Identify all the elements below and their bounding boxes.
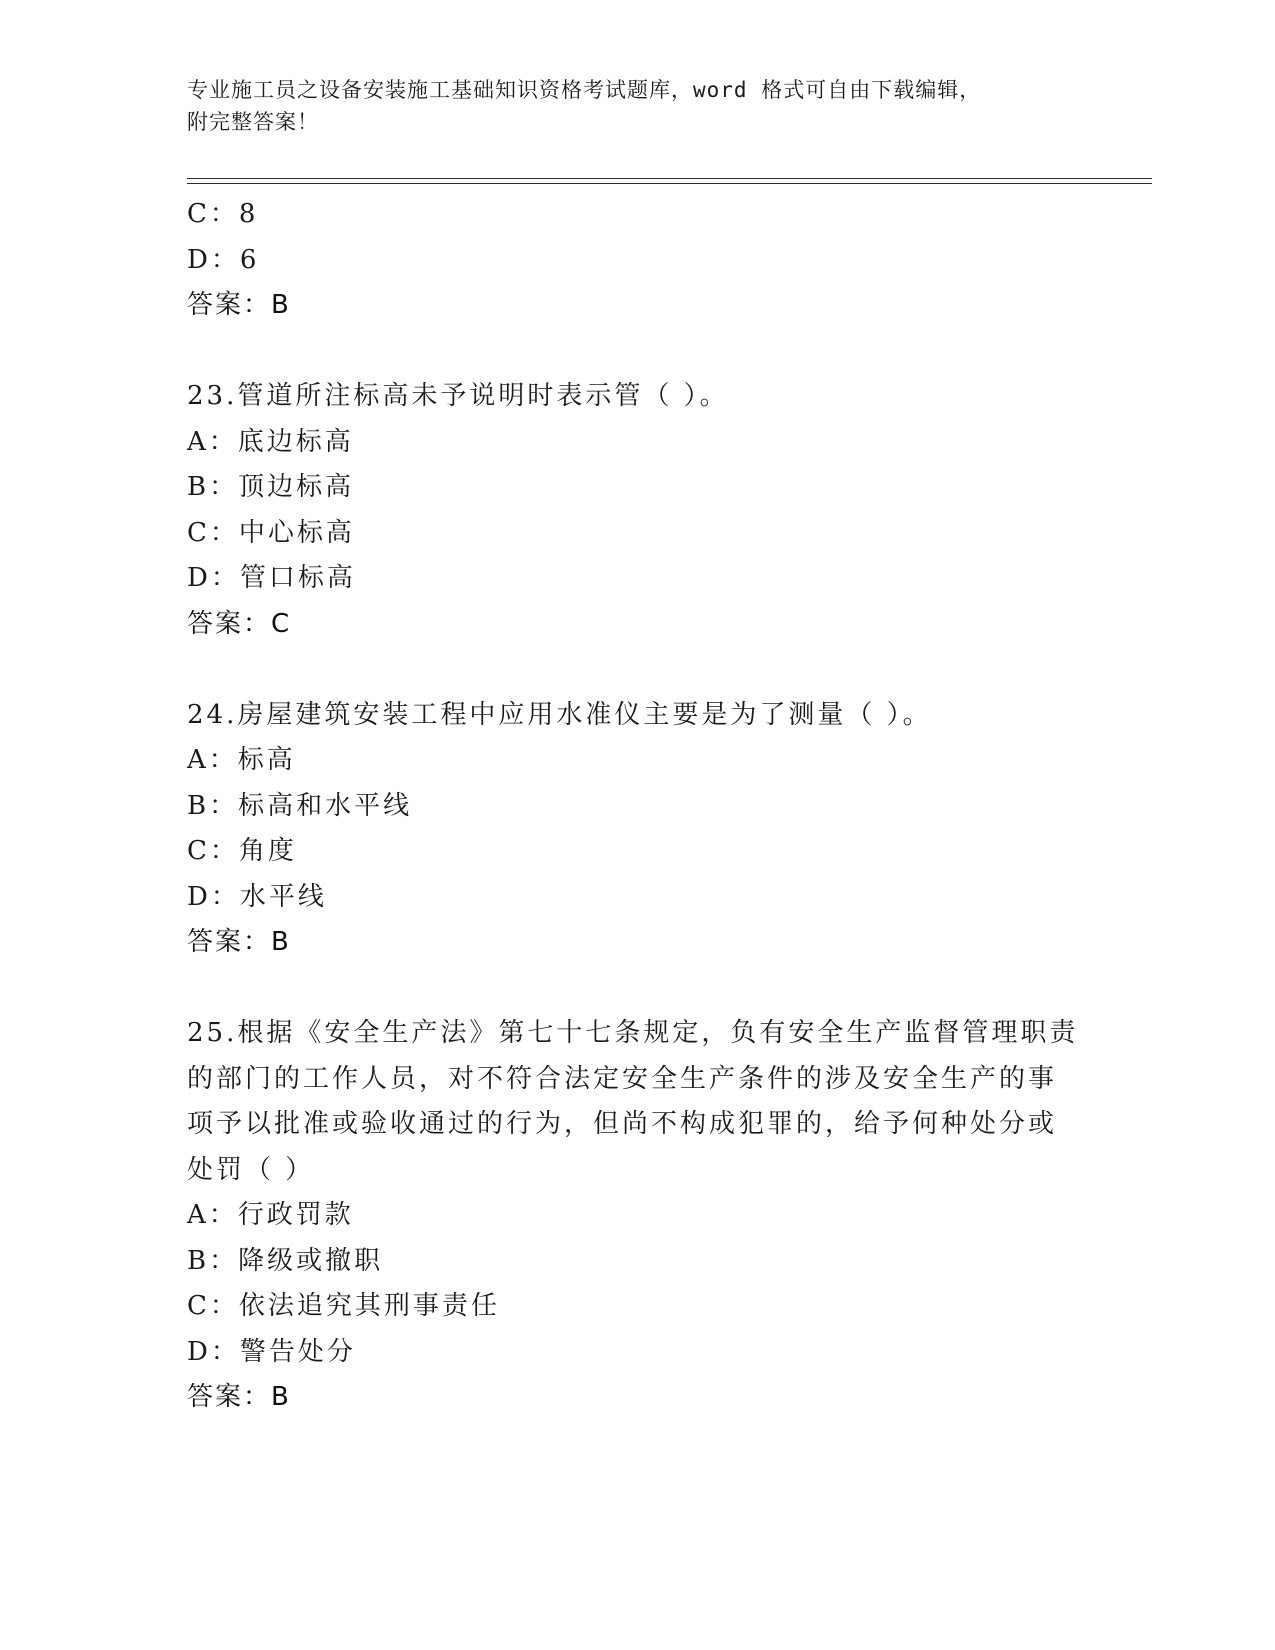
question-stem-line-2: 的部门的工作人员，对不符合法定安全生产条件的涉及安全生产的事 [187, 1063, 1058, 1094]
option-a: A：标高 [187, 745, 296, 775]
question-stem: 23.管道所注标高未予说明时表示管（ ）。 [187, 381, 729, 411]
question-25 [187, 1011, 1087, 1421]
option-c: C：依法追究其刑事责任 [187, 1291, 500, 1321]
spacer [187, 329, 1087, 375]
option-b: B：顶边标高 [187, 472, 355, 502]
question-24 [187, 693, 1087, 966]
question-23 [187, 374, 1087, 647]
question-list [187, 192, 1087, 1421]
option-c: C：中心标高 [187, 517, 355, 548]
question-stem: 24.房屋建筑安装工程中应用水准仪主要是为了测量（ ）。 [187, 699, 932, 730]
answer-label: 答案：C [187, 608, 292, 639]
option-d: D：6 [187, 244, 260, 275]
question-stem-line-1: 25.根据《安全生产法》第七十七条规定，负有安全生产监督管理职责 [187, 1018, 1079, 1048]
header-line-2: 附完整答案！ [187, 110, 319, 134]
answer-label: 答案：B [187, 1382, 291, 1412]
option-c: C：8 [187, 199, 259, 229]
option-c: C：角度 [187, 836, 297, 866]
question-stem-line-4: 处罚（ ） [187, 1154, 315, 1185]
document-header [187, 74, 1087, 138]
header-line-1: 专业施工员之设备安装施工基础知识资格考试题库，word 格式可自由下载编辑， [187, 78, 982, 102]
option-b: B：降级或撤职 [187, 1245, 384, 1276]
option-a: A：底边标高 [187, 426, 354, 457]
header-rule-top [187, 178, 1152, 179]
answer-label: 答案：B [187, 290, 291, 320]
spacer [187, 647, 1087, 693]
option-d: D：警告处分 [187, 1336, 356, 1367]
option-a: A：行政罚款 [187, 1200, 354, 1230]
question-22-tail [187, 192, 1087, 329]
header-rule-bottom [187, 183, 1152, 184]
question-stem-line-3: 项予以批准或验收通过的行为，但尚不构成犯罪的，给予何种处分或 [187, 1109, 1058, 1139]
option-d: D：管口标高 [187, 563, 356, 593]
spacer [187, 966, 1087, 1012]
answer-label: 答案：B [187, 927, 291, 957]
option-b: B：标高和水平线 [187, 790, 413, 821]
option-d: D：水平线 [187, 881, 327, 912]
